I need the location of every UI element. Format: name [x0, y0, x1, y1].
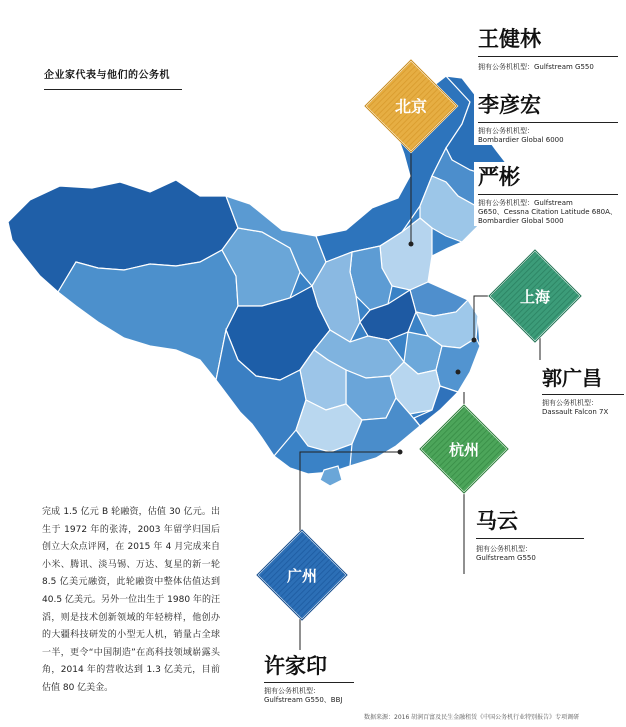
section-title: 企业家代表与他们的公务机 — [44, 70, 170, 81]
diamond-shanghai — [489, 250, 581, 342]
person-rule — [478, 194, 618, 195]
person-rule — [476, 538, 584, 539]
person-rule — [264, 682, 354, 683]
person-name: 李彦宏 — [478, 93, 541, 117]
person-ma-yun — [474, 506, 584, 563]
marker-hangzhou — [456, 370, 461, 375]
person-name: 郭广昌 — [542, 366, 602, 390]
article-paragraph: 完成 1.5 亿元 B 轮融资，估值 30 亿元。出生于 1972 年的张涛，2003 年留学归国后创立大众点评网，在 2015 年 4 月完成来自小米、腾讯、淡马锡、万达、复星的新一轮 8.5 亿美元融资，此轮融资中整体估值达到 40.5 亿美元。另外一位出生于 1980 年的汪滔，则是技术创新领域的年轻榜样，他创办的大疆科技研发的小型无人机，销量占全球一半，更令“中国制造”在高科技领域崭露头角，2014 年的营收达到 1.3 亿美元，目前估值 80 亿美金。 — [42, 507, 220, 693]
city-label-beijing: 北京 — [394, 97, 428, 116]
marker-beijing — [409, 242, 414, 247]
aircraft-model-label: 拥有公务机机型： — [476, 545, 532, 553]
aircraft-model-value: Bombardier Global 6000 — [478, 136, 564, 144]
city-label-hangzhou: 杭州 — [448, 441, 480, 459]
marker-guangzhou — [398, 450, 403, 455]
aircraft-model-label: 拥有公务机机型：Gulfstream — [478, 199, 573, 207]
aircraft-model-label: 拥有公务机机型： — [264, 687, 320, 695]
marker-shanghai — [472, 338, 477, 343]
city-label-guangzhou: 广州 — [286, 567, 318, 585]
city-label-shanghai: 上海 — [519, 288, 551, 306]
person-yan-bin — [474, 162, 618, 226]
person-rule — [542, 394, 624, 395]
data-source-note: 数据来源：2016 胡润百富及民生金融租赁《中国公务机行业特别报告》专项调研 — [364, 714, 580, 721]
person-rule — [478, 122, 618, 123]
diamond-hangzhou — [420, 405, 508, 493]
person-rule — [478, 56, 618, 57]
diamond-guangzhou — [257, 530, 347, 620]
aircraft-model-value: G650、Cessna Citation Latitude 680A、Bombardier Global 5000 — [478, 208, 617, 225]
aircraft-model-label: 拥有公务机机型： — [542, 399, 598, 407]
person-li-yanhong — [474, 90, 618, 145]
person-name: 马云 — [476, 509, 518, 533]
aircraft-model-value: Dassault Falcon 7X — [542, 408, 609, 416]
aircraft-model-label: 拥有公务机机型： — [478, 127, 534, 135]
person-name: 王健林 — [478, 27, 541, 51]
person-xu-jiayin — [262, 652, 354, 705]
person-name: 许家印 — [264, 654, 327, 678]
person-name: 严彬 — [478, 165, 520, 189]
person-guo-guangchang — [540, 364, 624, 417]
aircraft-model-label: 拥有公务机机型：Gulfstream G550 — [478, 63, 594, 71]
person-wang-jianlin — [474, 24, 618, 72]
aircraft-model-value: Gulfstream G550、BBJ — [264, 696, 343, 704]
aircraft-model-value: Gulfstream G550 — [476, 554, 536, 562]
region-tibet — [58, 250, 238, 380]
